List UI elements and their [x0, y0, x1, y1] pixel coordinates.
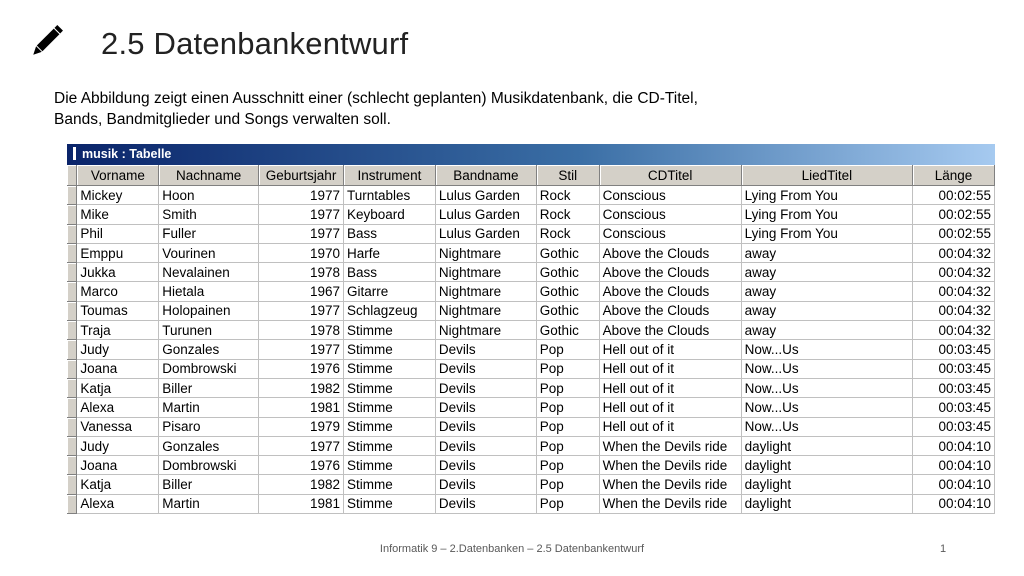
table-row[interactable]	[67, 475, 995, 494]
row-selector[interactable]	[67, 243, 77, 262]
table-row[interactable]	[67, 436, 995, 455]
table-cell[interactable]: Katja	[77, 475, 159, 494]
window-icon	[73, 147, 76, 160]
table-cell[interactable]: Holopainen	[159, 301, 259, 320]
table-row[interactable]	[67, 378, 995, 397]
table-cell[interactable]: Judy	[77, 436, 159, 455]
table-cell[interactable]: Mike	[77, 205, 159, 224]
table-cell[interactable]: Alexa	[77, 494, 159, 513]
table-cell[interactable]: Stimme	[344, 456, 436, 475]
table-cell[interactable]: Hoon	[159, 186, 259, 205]
table-cell[interactable]: 00:04:10	[913, 475, 995, 494]
description-line-2: Bands, Bandmitglieder und Songs verwalten soll.	[54, 111, 391, 128]
table-cell[interactable]: Nightmare	[435, 301, 536, 320]
table-cell[interactable]: Bass	[344, 263, 436, 282]
table-cell[interactable]: away	[741, 282, 912, 301]
table-cell[interactable]: 1979	[259, 417, 344, 436]
table-cell[interactable]: Now...Us	[741, 417, 912, 436]
description-line-1: Die Abbildung zeigt einen Ausschnitt einer (schlecht geplanten) Musikdatenbank, die CD-Titel,	[54, 90, 698, 107]
table-cell[interactable]: Pop	[536, 359, 599, 378]
table-cell[interactable]: 00:03:45	[913, 359, 995, 378]
row-selector[interactable]	[67, 321, 77, 340]
table-cell[interactable]: Hell out of it	[599, 340, 741, 359]
table-cell[interactable]: 1977	[259, 186, 344, 205]
table-cell[interactable]: away	[741, 321, 912, 340]
description	[54, 88, 834, 130]
table-cell[interactable]: Schlagzeug	[344, 301, 436, 320]
table-cell[interactable]: 1978	[259, 321, 344, 340]
table-row[interactable]	[67, 186, 995, 205]
table-cell[interactable]: Hell out of it	[599, 359, 741, 378]
table-cell[interactable]: 1970	[259, 243, 344, 262]
table-cell[interactable]: 00:03:45	[913, 398, 995, 417]
table-cell[interactable]: Above the Clouds	[599, 321, 741, 340]
window-title: musik : Tabelle	[82, 147, 172, 161]
table-cell[interactable]: Gitarre	[344, 282, 436, 301]
table-cell[interactable]: Gothic	[536, 321, 599, 340]
column-header[interactable]: Stil	[536, 165, 599, 186]
table-cell[interactable]: Pop	[536, 494, 599, 513]
table-row[interactable]	[67, 263, 995, 282]
table-cell[interactable]: Judy	[77, 340, 159, 359]
table-cell[interactable]: Pop	[536, 398, 599, 417]
table-cell[interactable]: Stimme	[344, 321, 436, 340]
window-titlebar[interactable]	[67, 144, 995, 165]
table-cell[interactable]: Nightmare	[435, 243, 536, 262]
column-header[interactable]: Vorname	[77, 165, 159, 186]
table-cell[interactable]: Stimme	[344, 398, 436, 417]
table-cell[interactable]: Stimme	[344, 494, 436, 513]
column-header[interactable]: LiedTitel	[741, 165, 912, 186]
table-cell[interactable]: Gonzales	[159, 340, 259, 359]
table-row[interactable]	[67, 224, 995, 243]
table-cell[interactable]: When the Devils ride	[599, 436, 741, 455]
table-cell[interactable]: Phil	[77, 224, 159, 243]
table-cell[interactable]: 00:04:10	[913, 456, 995, 475]
table-cell[interactable]: away	[741, 263, 912, 282]
table-cell[interactable]: 00:04:32	[913, 321, 995, 340]
table-cell[interactable]: Nightmare	[435, 282, 536, 301]
table-cell[interactable]: Pisaro	[159, 417, 259, 436]
table-cell[interactable]: 00:02:55	[913, 224, 995, 243]
table-cell[interactable]: 00:04:32	[913, 263, 995, 282]
slide-title: 2.5 Datenbankentwurf	[101, 26, 409, 61]
table-cell[interactable]: Gothic	[536, 282, 599, 301]
table-cell[interactable]: Biller	[159, 475, 259, 494]
table-cell[interactable]: Nightmare	[435, 321, 536, 340]
table-cell[interactable]: Pop	[536, 475, 599, 494]
table-cell[interactable]: 00:03:45	[913, 417, 995, 436]
table-cell[interactable]: Harfe	[344, 243, 436, 262]
table-cell[interactable]: Lying From You	[741, 224, 912, 243]
table-cell[interactable]: 1976	[259, 359, 344, 378]
table-cell[interactable]: 1977	[259, 436, 344, 455]
table-cell[interactable]: Joana	[77, 359, 159, 378]
table-cell[interactable]: daylight	[741, 456, 912, 475]
table-cell[interactable]: Gothic	[536, 243, 599, 262]
pencil-icon	[26, 22, 66, 62]
row-selector[interactable]	[67, 475, 77, 494]
column-header[interactable]: Bandname	[435, 165, 536, 186]
table-cell[interactable]: Pop	[536, 417, 599, 436]
data-table	[67, 165, 995, 514]
table-cell[interactable]: When the Devils ride	[599, 494, 741, 513]
table-cell[interactable]: Above the Clouds	[599, 282, 741, 301]
table-cell[interactable]: Nightmare	[435, 263, 536, 282]
table-cell[interactable]: 1982	[259, 378, 344, 397]
table-cell[interactable]: Bass	[344, 224, 436, 243]
table-cell[interactable]: Dombrowski	[159, 359, 259, 378]
table-cell[interactable]: 00:04:32	[913, 243, 995, 262]
table-cell[interactable]: Now...Us	[741, 340, 912, 359]
table-cell[interactable]: 00:02:55	[913, 205, 995, 224]
row-selector[interactable]	[67, 436, 77, 455]
table-cell[interactable]: Devils	[435, 456, 536, 475]
table-cell[interactable]: 1977	[259, 301, 344, 320]
table-cell[interactable]: 1976	[259, 456, 344, 475]
table-cell[interactable]: Stimme	[344, 378, 436, 397]
row-selector[interactable]	[67, 301, 77, 320]
table-cell[interactable]: 1981	[259, 398, 344, 417]
table-cell[interactable]: Nevalainen	[159, 263, 259, 282]
table-cell[interactable]: 00:02:55	[913, 186, 995, 205]
row-selector[interactable]	[67, 398, 77, 417]
row-selector[interactable]	[67, 494, 77, 513]
table-cell[interactable]: Jukka	[77, 263, 159, 282]
table-cell[interactable]: Stimme	[344, 475, 436, 494]
table-cell[interactable]: Pop	[536, 436, 599, 455]
table-row[interactable]	[67, 398, 995, 417]
row-selector-header[interactable]	[67, 165, 77, 186]
table-cell[interactable]: 00:03:45	[913, 340, 995, 359]
row-selector[interactable]	[67, 359, 77, 378]
table-cell[interactable]: Rock	[536, 186, 599, 205]
column-header[interactable]: Nachname	[159, 165, 259, 186]
table-cell[interactable]: When the Devils ride	[599, 456, 741, 475]
table-cell[interactable]: Conscious	[599, 186, 741, 205]
table-cell[interactable]: Keyboard	[344, 205, 436, 224]
table-row[interactable]	[67, 417, 995, 436]
table-cell[interactable]: Devils	[435, 436, 536, 455]
table-cell[interactable]: When the Devils ride	[599, 475, 741, 494]
table-cell[interactable]: 00:03:45	[913, 378, 995, 397]
table-cell[interactable]: Marco	[77, 282, 159, 301]
table-cell[interactable]: 00:04:32	[913, 282, 995, 301]
table-cell[interactable]: daylight	[741, 494, 912, 513]
row-selector[interactable]	[67, 340, 77, 359]
table-row[interactable]	[67, 456, 995, 475]
column-header[interactable]: Instrument	[344, 165, 436, 186]
table-row[interactable]	[67, 243, 995, 262]
table-cell[interactable]: 1977	[259, 340, 344, 359]
table-cell[interactable]: Lying From You	[741, 205, 912, 224]
table-cell[interactable]: Smith	[159, 205, 259, 224]
table-cell[interactable]: daylight	[741, 475, 912, 494]
table-cell[interactable]: Mickey	[77, 186, 159, 205]
table-row[interactable]	[67, 359, 995, 378]
table-cell[interactable]: 1977	[259, 224, 344, 243]
table-cell[interactable]: Now...Us	[741, 359, 912, 378]
table-row[interactable]	[67, 205, 995, 224]
table-cell[interactable]: Hell out of it	[599, 398, 741, 417]
row-selector[interactable]	[67, 186, 77, 205]
table-cell[interactable]: Turntables	[344, 186, 436, 205]
table-row[interactable]	[67, 282, 995, 301]
table-cell[interactable]: Stimme	[344, 436, 436, 455]
table-cell[interactable]: 1978	[259, 263, 344, 282]
column-header[interactable]: Länge	[913, 165, 995, 186]
table-cell[interactable]: away	[741, 301, 912, 320]
table-cell[interactable]: Rock	[536, 205, 599, 224]
table-cell[interactable]: Stimme	[344, 359, 436, 378]
table-cell[interactable]: Devils	[435, 340, 536, 359]
table-cell[interactable]: Joana	[77, 456, 159, 475]
table-cell[interactable]: 1977	[259, 205, 344, 224]
row-selector[interactable]	[67, 224, 77, 243]
table-cell[interactable]: Vanessa	[77, 417, 159, 436]
table-cell[interactable]: Gothic	[536, 301, 599, 320]
table-cell[interactable]: Lulus Garden	[435, 186, 536, 205]
row-selector[interactable]	[67, 282, 77, 301]
row-selector[interactable]	[67, 205, 77, 224]
table-cell[interactable]: Traja	[77, 321, 159, 340]
table-row[interactable]	[67, 494, 995, 513]
table-cell[interactable]: Dombrowski	[159, 456, 259, 475]
table-cell[interactable]: 00:04:32	[913, 301, 995, 320]
table-cell[interactable]: Devils	[435, 475, 536, 494]
table-body	[67, 186, 995, 514]
table-cell[interactable]: Hell out of it	[599, 417, 741, 436]
row-selector[interactable]	[67, 378, 77, 397]
table-cell[interactable]: Gonzales	[159, 436, 259, 455]
header-row	[67, 165, 995, 186]
row-selector[interactable]	[67, 417, 77, 436]
table-cell[interactable]: Toumas	[77, 301, 159, 320]
table-cell[interactable]: Devils	[435, 378, 536, 397]
table-cell[interactable]: Pop	[536, 456, 599, 475]
table-row[interactable]	[67, 321, 995, 340]
page-number: 1	[940, 543, 947, 555]
table-cell[interactable]: Rock	[536, 224, 599, 243]
row-selector[interactable]	[67, 263, 77, 282]
table-cell[interactable]: Gothic	[536, 263, 599, 282]
table-cell[interactable]: Biller	[159, 378, 259, 397]
row-selector[interactable]	[67, 456, 77, 475]
table-row[interactable]	[67, 301, 995, 320]
table-cell[interactable]: Devils	[435, 398, 536, 417]
table-cell[interactable]: Martin	[159, 398, 259, 417]
slide-footer: Informatik 9 – 2.Datenbanken – 2.5 Datenbankentwurf	[379, 543, 645, 555]
table-cell[interactable]: 1981	[259, 494, 344, 513]
table-cell[interactable]: Katja	[77, 378, 159, 397]
table-cell[interactable]: 00:04:10	[913, 494, 995, 513]
table-cell[interactable]: Pop	[536, 378, 599, 397]
table-cell[interactable]: Now...Us	[741, 378, 912, 397]
column-header[interactable]: Geburtsjahr	[259, 165, 344, 186]
table-cell[interactable]: Hell out of it	[599, 378, 741, 397]
table-row[interactable]	[67, 340, 995, 359]
table-cell[interactable]: Martin	[159, 494, 259, 513]
table-cell[interactable]: 00:04:10	[913, 436, 995, 455]
table-cell[interactable]: Vourinen	[159, 243, 259, 262]
table-cell[interactable]: Devils	[435, 417, 536, 436]
table-cell[interactable]: Devils	[435, 359, 536, 378]
table-cell[interactable]: Conscious	[599, 205, 741, 224]
table-cell[interactable]: daylight	[741, 436, 912, 455]
table-cell[interactable]: away	[741, 243, 912, 262]
table-cell[interactable]: Emppu	[77, 243, 159, 262]
table-cell[interactable]: Above the Clouds	[599, 263, 741, 282]
table-cell[interactable]: Fuller	[159, 224, 259, 243]
table-cell[interactable]: Alexa	[77, 398, 159, 417]
table-cell[interactable]: 1967	[259, 282, 344, 301]
table-cell[interactable]: Lulus Garden	[435, 224, 536, 243]
table-cell[interactable]: 1982	[259, 475, 344, 494]
table-cell[interactable]: Now...Us	[741, 398, 912, 417]
table-cell[interactable]: Stimme	[344, 417, 436, 436]
table-cell[interactable]: Conscious	[599, 224, 741, 243]
table-cell[interactable]: Turunen	[159, 321, 259, 340]
table-cell[interactable]: Stimme	[344, 340, 436, 359]
table-cell[interactable]: Hietala	[159, 282, 259, 301]
column-header[interactable]: CDTitel	[599, 165, 741, 186]
table-cell[interactable]: Above the Clouds	[599, 243, 741, 262]
table-cell[interactable]: Lying From You	[741, 186, 912, 205]
table-window	[67, 144, 995, 514]
table-cell[interactable]: Above the Clouds	[599, 301, 741, 320]
table-cell[interactable]: Devils	[435, 494, 536, 513]
table-cell[interactable]: Pop	[536, 340, 599, 359]
table-cell[interactable]: Lulus Garden	[435, 205, 536, 224]
